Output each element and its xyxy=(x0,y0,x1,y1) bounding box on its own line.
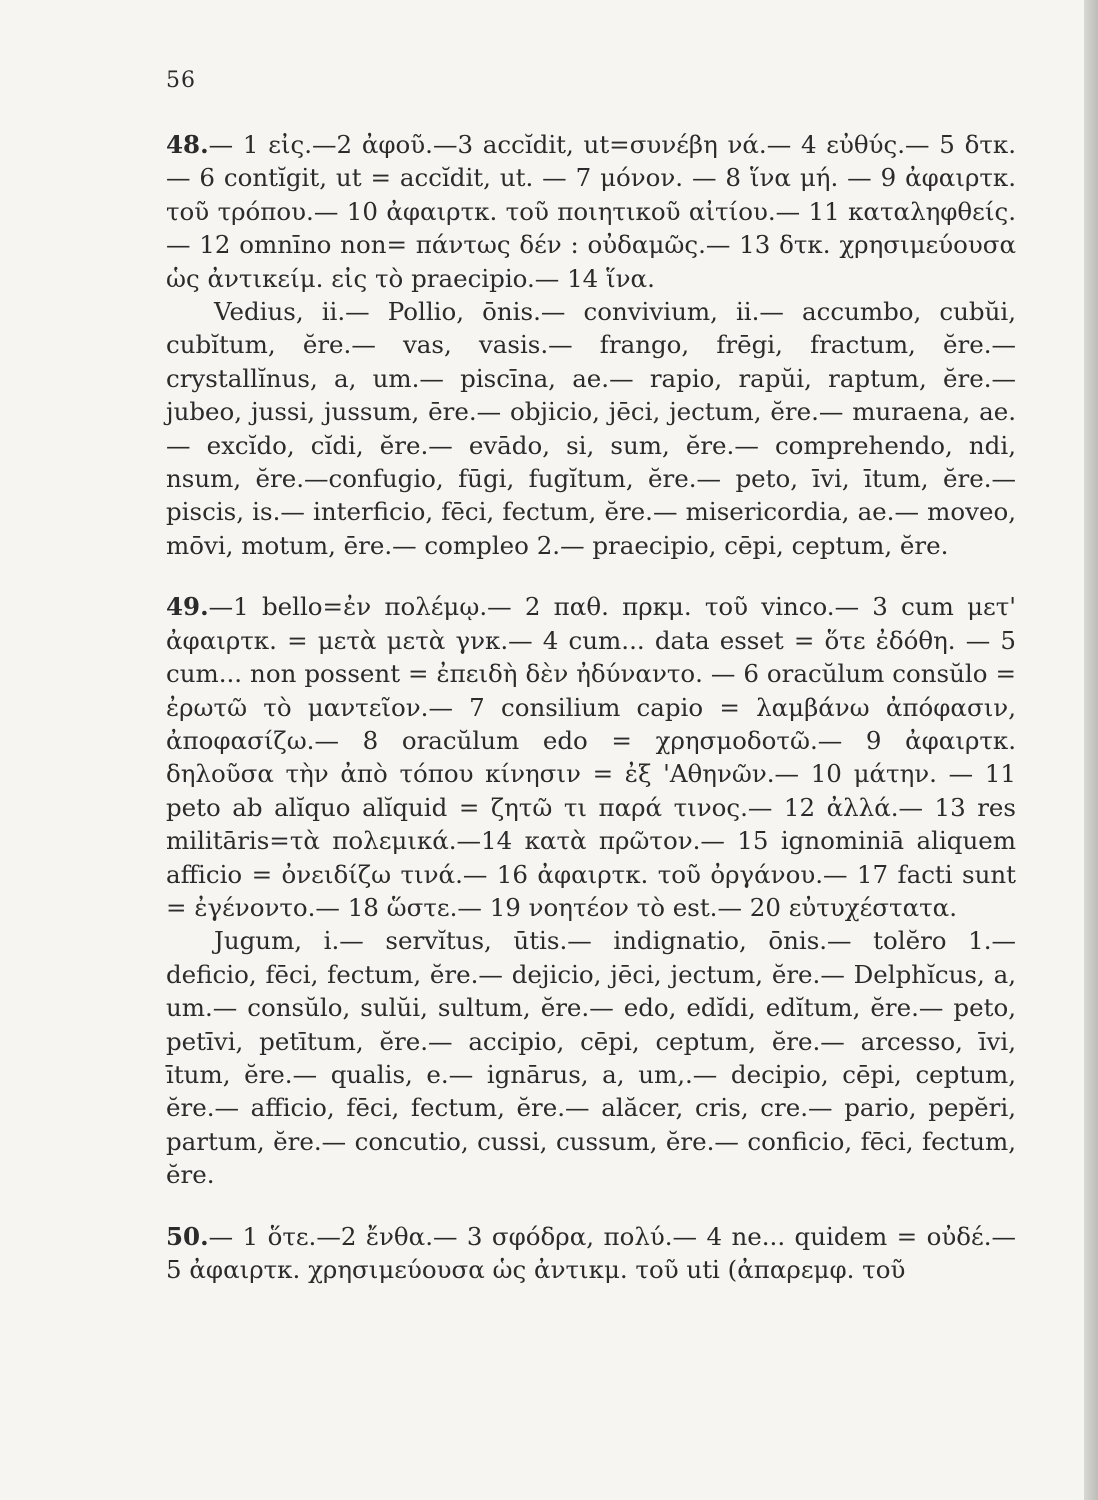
section-number: 48. xyxy=(166,130,209,159)
section-50-notes xyxy=(166,1220,1016,1287)
page-edge xyxy=(1084,0,1098,1500)
notes-text: —1 bello=ἐν πολέμῳ.— 2 παθ. πρκμ. τοῦ vinco.— 3 cum μετ' ἀφαιρτκ. = μετὰ μετὰ γνκ.— 4 cum... data esset = ὅτε ἐδόθη. — 5 cum... non possent = ἐπειδὴ δὲν ἠδύναντο. — 6 oracŭlum consŭlo = ἐρωτῶ τὸ μαντεῖον.— 7 consilium capio = λαμβάνω ἀπόφασιν, ἀποφασίζω.— 8 oracŭlum edo = χρησμοδοτῶ.— 9 ἀφαιρτκ. δηλοῦσα τὴν ἀπὸ τόπου κίνησιν = ἐξ 'Αθηνῶν.— 10 μάτην. — 11 peto ab alĭquo alĭquid = ζητῶ τι παρά τινος.— 12 ἀλλά.— 13 res militāris=τὰ πολεμικά.—14 κατὰ πρῶτον.— 15 ignominiā aliquem afficio = ὀνειδίζω τινά.— 16 ἀφαιρτκ. τοῦ ὀργάνου.— 17 facti sunt = ἐγένοντο.— 18 ὥστε.— 19 νοητέον τὸ est.— 20 εὐτυχέστατα. xyxy=(166,592,1016,922)
page-body xyxy=(166,128,1016,1286)
notes-text: — 1 εἰς.—2 ἀφοῦ.—3 accĭdit, ut=συνέβη νά.— 4 εὐθύς.— 5 δτκ. — 6 contĭgit, ut = accĭdit, ut. — 7 μόνον. — 8 ἵνα μή. — 9 ἀφαιρτκ. τοῦ τρόπου.— 10 ἀφαιρτκ. τοῦ ποιητικοῦ αἰτίου.— 11 καταληφθείς.— 12 omnīno non= πάντως δέν : οὐδαμῶς.— 13 δτκ. χρησιμεύουσα ὡς ἀντικείμ. εἰς τὸ praecipio.— 14 ἵνα. xyxy=(166,130,1016,293)
section-48-vocab: Vedius, ii.— Pollio, ōnis.— convivium, ii.— accumbo, cubŭi, cubĭtum, ĕre.— vas, vasis.— frango, frēgi, fractum, ĕre.— crystallĭnus, a, um.— piscīna, ae.— rapio, rapŭi, raptum, ĕre.— jubeo, jussi, jussum, ēre.— objicio, jēci, jectum, ĕre.— muraena, ae.— excĭdo, cĭdi, ĕre.— evādo, si, sum, ĕre.— comprehendo, ndi, nsum, ĕre.—confugio, fūgi, fugĭtum, ĕre.— peto, īvi, ītum, ĕre.— piscis, is.— interficio, fēci, fectum, ĕre.— misericordia, ae.— moveo, mōvi, motum, ēre.— compleo 2.— praecipio, cēpi, ceptum, ĕre. xyxy=(166,297,1016,560)
section-number: 50. xyxy=(166,1221,209,1251)
section-49-vocab: Jugum, i.— servĭtus, ūtis.— indignatio, ōnis.— tolĕro 1.— deficio, fēci, fectum, ĕre.— dejicio, jēci, jectum, ĕre.— Delphĭcus, a, um.— consŭlo, sulŭi, sultum, ĕre.— edo, edĭdi, edĭtum, ĕre.— peto, petīvi, petītum, ĕre.— accipio, cēpi, ceptum, ĕre.— arcesso, īvi, ītum, ĕre.— qualis, e.— ignārus, a, um,.— decipio, cēpi, ceptum, ĕre.— afficio, fēci, fectum, ĕre.— alăcer, cris, cre.— pario, pepĕri, partum, ĕre.— concutio, cussi, cussum, ĕre.— conficio, fēci, fectum, ĕre. xyxy=(166,926,1016,1190)
page-number: 56 xyxy=(166,68,196,93)
section-48-notes xyxy=(166,128,1016,295)
section-number: 49. xyxy=(166,592,209,622)
section-49-notes xyxy=(166,590,1016,924)
notes-text: — 1 ὅτε.—2 ἔνθα.— 3 σφόδρα, πολύ.— 4 ne... quidem = οὐδέ.— 5 ἀφαιρτκ. χρησιμεύουσα ὡς ἀντικμ. τοῦ uti (ἀπαρεμφ. τοῦ xyxy=(166,1221,1016,1284)
